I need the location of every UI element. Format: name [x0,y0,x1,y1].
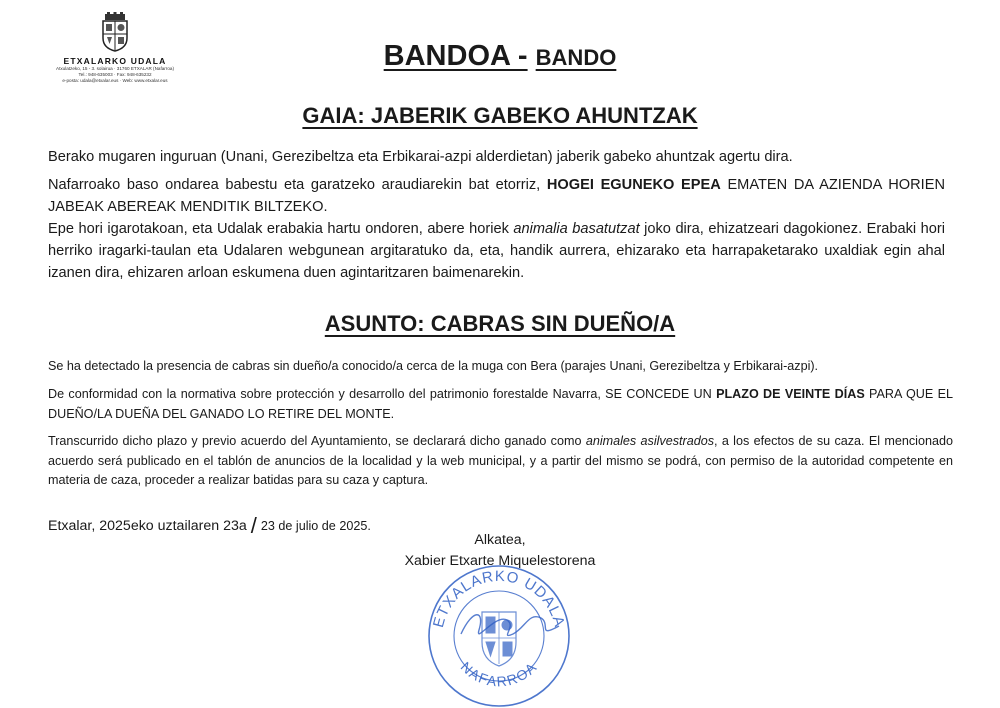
spanish-p3-italic: animales asilvestrados [585,434,715,448]
org-phone: Tel.: 948-635003 · Fax: 948-635232 [78,72,152,77]
title-main: BANDOA - [383,40,528,72]
org-contact: e-posta: udala@etxalar.eus · Web: www.etxalar.eus [62,78,168,83]
basque-p2-text: Nafarroako baso ondarea babestu eta garatzeko araudiarekin bat etorriz, [48,177,541,193]
spanish-p2-tail: PARA QUE EL DUEÑO/LA DUEÑA DEL GANADO LO RETIRE DEL MONTE. [48,387,954,421]
signature-scribble [455,600,565,650]
spanish-p2-text: De conformidad con la normativa sobre protección y desarrollo del patrimonio forestalde Navarra, SE CONCEDE UN [48,387,712,401]
date-spanish: 23 de julio de 2025. [260,519,371,533]
org-address: Atxulatzeko, 15 - 3. solairua · 31760 ETXALAR (Nafarroa) [56,66,174,71]
heading-spanish: ASUNTO: CABRAS SIN DUEÑO/A [324,311,676,336]
spanish-paragraph-3 [48,432,953,491]
basque-p3-tail: joko dira, ehizatzeari dagokionez. Erabaki hori herriko iragarki-taulan eta Udalaren webgunean argitaratuko da, eta, handik aurrera, ehizarako eta harrapaketarako uxaldiak egin ahal izanen dira, ehizaren arloan eskumena duen agintaritzaren baimenarekin. [48,221,945,281]
stamp-top-text: ETXALARKO UDALA [430,567,568,630]
spanish-p2-bold: PLAZO DE VEINTE DÍAS [716,387,865,401]
date-line [48,513,371,539]
spanish-p3-text: Transcurrido dicho plazo y previo acuerdo del Ayuntamiento, se declarará dicho ganado como [48,434,582,448]
signer-role: Alkatea, [474,532,526,548]
date-basque: Etxalar, 2025eko uztailaren 23a [48,518,247,534]
basque-p3-text: Epe hori igarotakoan, eta Udalak erabakia hartu ondoren, abere horiek [48,221,509,237]
basque-paragraph-1: Berako mugaren inguruan (Unani, Gerezibeltza eta Erbikarai-azpi alderdietan) jaberik gabeko ahuntzak agertu dira. [48,149,793,165]
basque-p2-tail: EMATEN DA AZIENDA HORIEN JABEAK ABEREAK MENDITIK BILTZEKO. [48,177,946,215]
spanish-paragraph-2 [48,385,953,424]
basque-paragraph-3 [48,218,945,284]
date-separator: / [250,513,257,538]
title-sub: BANDO [535,45,617,70]
signer-name: Xabier Etxarte Miquelestorena [404,553,596,569]
basque-p3-italic: animalia basatutzat [513,221,640,237]
stamp-bottom-text: NAFARROA [457,658,541,690]
basque-paragraph-2 [48,174,945,218]
org-name: ETXALARKO UDALA [63,56,167,66]
spanish-paragraph-1: Se ha detectado la presencia de cabras sin dueño/a conocido/a cerca de la muga con Bera (parajes Unani, Gerezibeltza y Erbikarai-azpi). [48,359,819,373]
spanish-p3-tail: , a los efectos de su caza. El mencionado acuerdo será publicado en el tablón de anuncios de la localidad y la web municipal, y a partir del mismo se podrá, con permiso de la autoridad competente en materia de caza, proceder a realizar batidas para su caza y captura. [48,434,954,487]
basque-p2-bold: HOGEI EGUNEKO EPEA [546,177,721,193]
page-title [0,40,1000,73]
heading-basque: GAIA: JABERIK GABEKO AHUNTZAK [302,103,698,128]
